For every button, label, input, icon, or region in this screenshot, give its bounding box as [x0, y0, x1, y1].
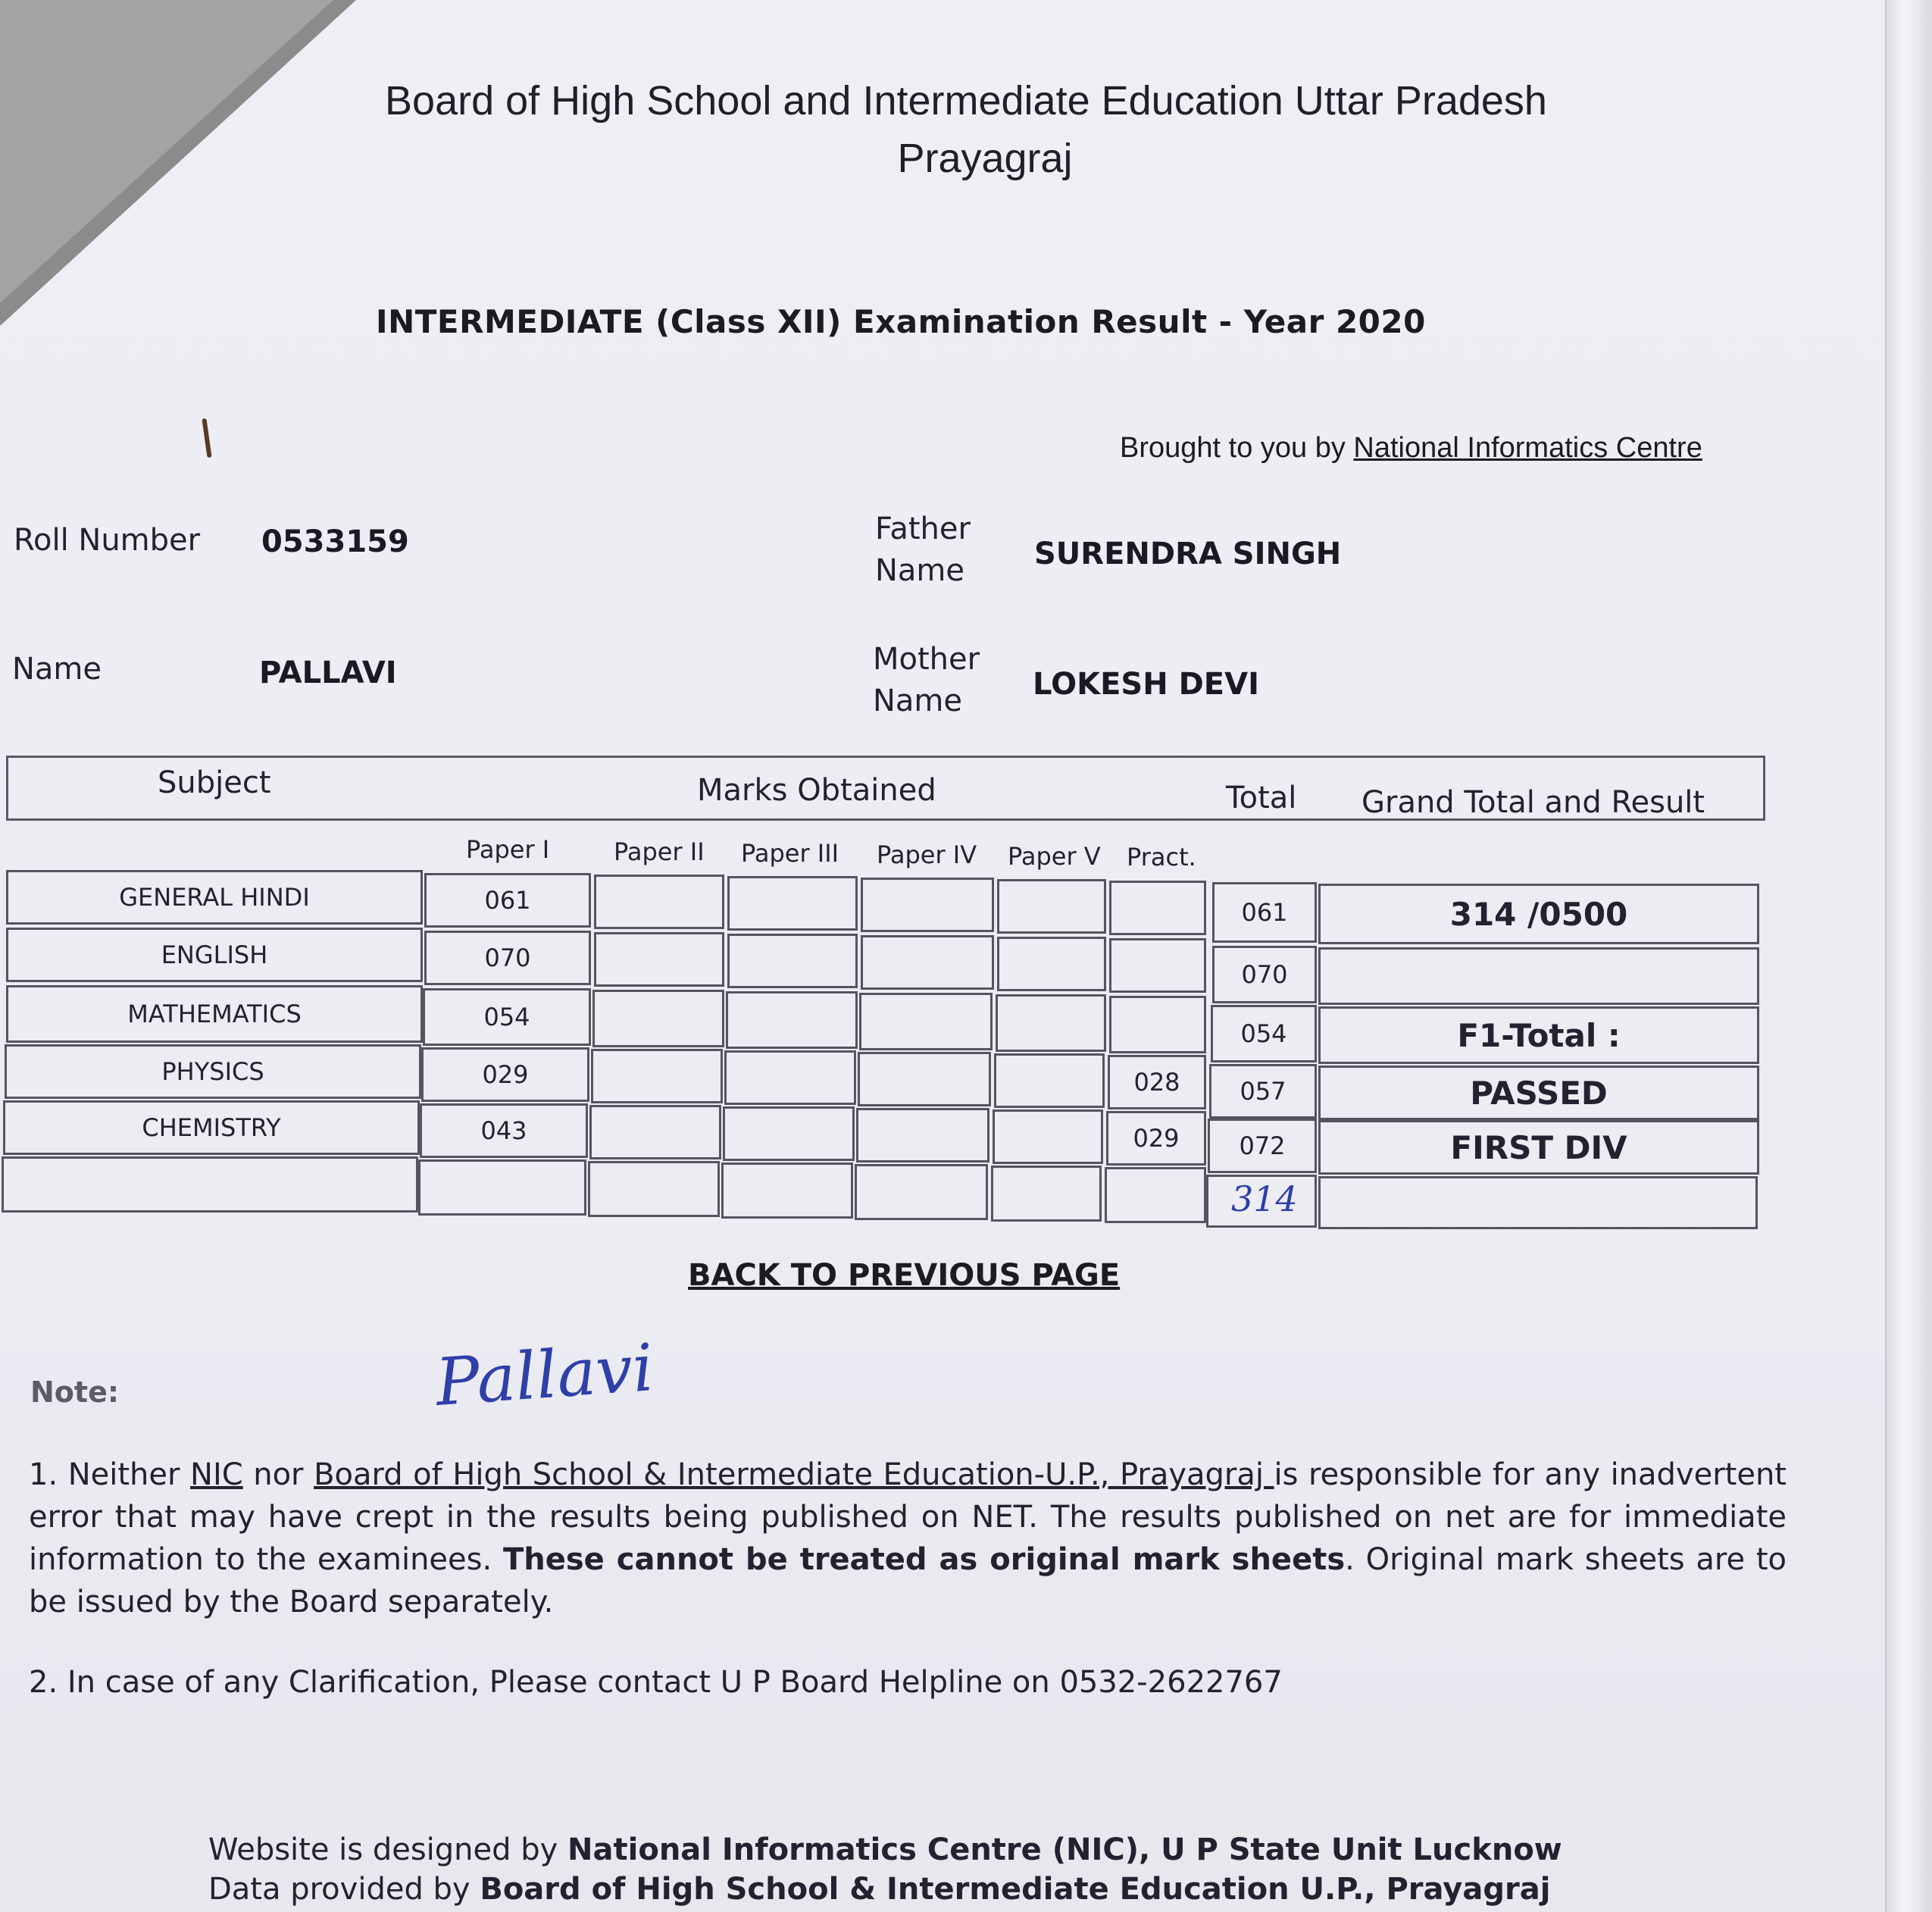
- note-1-warning: These cannot be treated as original mark sheets: [502, 1542, 1346, 1577]
- note-1: [29, 1454, 1787, 1623]
- table-cell-paper-1: 043: [420, 1103, 588, 1158]
- table-cell-paper-2: [591, 1049, 723, 1103]
- table-cell-paper-3: [726, 991, 858, 1049]
- result-status: PASSED: [1318, 1066, 1759, 1120]
- footer-designed-org: National Informatics Centre (NIC), U P State Unit Lucknow: [567, 1832, 1562, 1867]
- credit-line: [1120, 432, 1702, 465]
- paper-3-header: Paper III: [741, 839, 839, 868]
- exam-title: INTERMEDIATE (Class XII) Examination Result - Year 2020: [376, 303, 1426, 340]
- nic-link[interactable]: National Informatics Centre: [1353, 432, 1702, 464]
- roll-number-label: Roll Number: [14, 523, 201, 558]
- table-cell-paper-2: [594, 875, 724, 929]
- mother-name-value: LOKESH DEVI: [1033, 667, 1259, 702]
- nic-link[interactable]: NIC: [190, 1457, 243, 1492]
- father-name-value: SURENDRA SINGH: [1034, 537, 1342, 571]
- table-cell-paper-4: [856, 1108, 989, 1163]
- table-cell-paper-3: [727, 934, 858, 988]
- table-cell-paper-5: [997, 937, 1106, 991]
- table-cell-paper-5: [996, 994, 1106, 1052]
- note-label: Note:: [30, 1375, 120, 1409]
- table-cell-blank: [1318, 1176, 1758, 1229]
- note-1-text: 1. Neither: [29, 1457, 191, 1492]
- result-division: FIRST DIV: [1318, 1120, 1759, 1175]
- table-row-blank: [2, 1156, 418, 1213]
- table-cell-practical: [1109, 881, 1206, 935]
- note-1-text: is responsible for any inadvertent error that may have crept in the results being published on NET. The results published on net are for immediate information to the examinees.: [29, 1457, 1787, 1577]
- footer-data-org: Board of High School & Intermediate Education U.P., Prayagraj: [480, 1872, 1551, 1907]
- table-cell-paper-4: [861, 878, 994, 932]
- table-cell-practical: 028: [1108, 1055, 1206, 1109]
- table-cell-blank: [721, 1163, 853, 1219]
- paper-4-header: Paper IV: [877, 840, 977, 869]
- table-cell-total: 061: [1212, 882, 1317, 943]
- table-cell-paper-1: 029: [421, 1047, 589, 1102]
- table-cell-paper-1: 070: [424, 931, 591, 985]
- table-cell-total: 057: [1209, 1064, 1317, 1119]
- name-value: PALLAVI: [259, 656, 397, 690]
- table-cell-paper-2: [592, 990, 724, 1047]
- grand-total-blank: [1318, 947, 1759, 1005]
- roll-number-value: 0533159: [261, 524, 409, 559]
- table-cell-paper-1: 061: [424, 873, 591, 928]
- table-cell-practical: 029: [1106, 1111, 1206, 1166]
- table-cell-blank: [855, 1164, 988, 1220]
- table-cell-total: 070: [1212, 946, 1317, 1003]
- table-cell-blank: [418, 1159, 586, 1216]
- paper-1-header: Paper I: [466, 835, 550, 864]
- f1-total-label: F1-Total :: [1318, 1006, 1759, 1064]
- table-row-subject: ENGLISH: [6, 928, 423, 982]
- name-label: Name: [12, 652, 102, 687]
- grand-total-value: 314 /0500: [1318, 884, 1759, 944]
- table-cell-practical: [1109, 938, 1206, 993]
- practical-header: Pract.: [1127, 843, 1196, 872]
- table-cell-paper-4: [861, 935, 994, 990]
- credit-prefix: Brought to you by: [1120, 432, 1354, 464]
- paper-edge: [1885, 0, 1932, 1912]
- board-link[interactable]: Board of High School & Intermediate Education-U.P., Prayagraj: [314, 1457, 1274, 1492]
- paper-2-header: Paper II: [614, 837, 705, 866]
- table-cell-paper-5: [997, 879, 1106, 934]
- table-cell-blank: [1105, 1167, 1206, 1223]
- mother-name-label-1: Mother: [873, 642, 980, 677]
- table-row-subject: MATHEMATICS: [6, 985, 423, 1043]
- table-row-subject: CHEMISTRY: [3, 1100, 420, 1155]
- footer-designed-prefix: Website is designed by: [208, 1832, 568, 1867]
- table-cell-paper-2: [589, 1105, 721, 1159]
- father-name-label-1: Father: [875, 512, 971, 546]
- marks-header: Marks Obtained: [697, 773, 936, 808]
- table-row-subject: GENERAL HINDI: [6, 870, 423, 925]
- table-cell-paper-3: [727, 876, 858, 931]
- mother-name-label-2: Name: [873, 684, 963, 718]
- table-cell-paper-5: [994, 1053, 1105, 1108]
- table-cell-paper-3: [723, 1106, 855, 1161]
- back-to-previous-page-link[interactable]: BACK TO PREVIOUS PAGE: [688, 1258, 1121, 1293]
- board-title: Board of High School and Intermediate Education Uttar Pradesh: [385, 78, 1547, 124]
- footer-data-prefix: Data provided by: [208, 1872, 480, 1907]
- handwritten-signature: Pallavi: [433, 1330, 656, 1421]
- table-cell-practical: [1109, 996, 1206, 1053]
- note-1-text: nor: [242, 1457, 314, 1492]
- table-row-subject: PHYSICS: [5, 1044, 421, 1099]
- table-cell-total: 072: [1208, 1119, 1317, 1173]
- table-cell-total: 054: [1211, 1005, 1317, 1062]
- footer-designed-by: [208, 1832, 1562, 1867]
- grand-total-header: Grand Total and Result: [1361, 785, 1705, 820]
- table-cell-paper-1: 054: [423, 988, 591, 1046]
- table-cell-paper-2: [594, 932, 724, 987]
- subject-header: Subject: [158, 765, 271, 800]
- paper-5-header: Paper V: [1008, 842, 1101, 871]
- board-city: Prayagraj: [897, 136, 1073, 181]
- note-1-text: . Original mark sheets are to be issued by the Board separately.: [29, 1542, 1787, 1619]
- table-cell-paper-3: [724, 1050, 856, 1105]
- handwritten-total: 314: [1231, 1178, 1298, 1219]
- total-header: Total: [1226, 781, 1297, 815]
- table-cell-paper-5: [993, 1109, 1103, 1164]
- note-2: 2. In case of any Clarification, Please contact U P Board Helpline on 0532-2622767: [29, 1665, 1283, 1700]
- table-cell-paper-4: [859, 993, 993, 1050]
- table-cell-blank: [588, 1161, 720, 1217]
- table-cell-paper-4: [858, 1052, 991, 1106]
- table-cell-blank: [991, 1166, 1102, 1222]
- footer-data-provided-by: [208, 1872, 1550, 1907]
- father-name-label-2: Name: [875, 553, 965, 588]
